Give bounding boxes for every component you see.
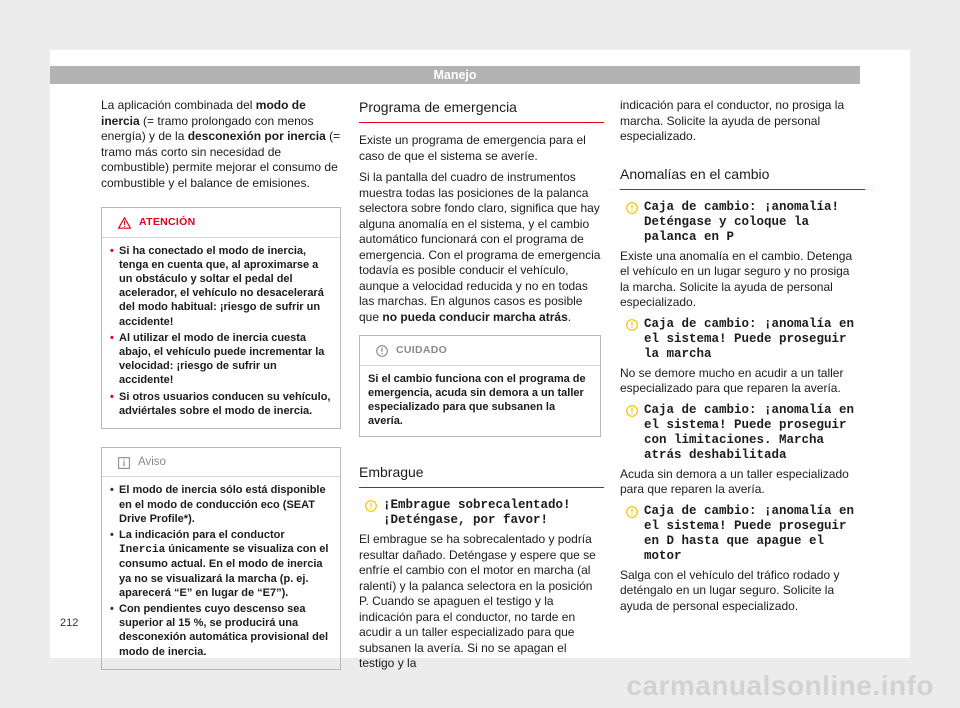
anomaly-warning-text: Caja de cambio: ¡anomalía en el sistema! Puede proseguir la marcha [644,316,855,361]
continued-paragraph: indicación para el conductor, no prosiga la marcha. Solicite la ayuda de personal especializado. [620,98,845,143]
anomaly-paragraph: Acuda sin demora a un taller especializado para que reparen la avería. [620,466,849,496]
attention-body [102,238,340,428]
intro-term-cutoff: desconexión por inercia [187,129,326,143]
aviso-box [101,447,341,670]
anomaly-warning-1 [620,200,860,245]
aviso-item: • El modo de inercia sólo está disponible en el modo de conducción eco (SEAT Drive Profile*). [110,483,332,526]
emergency-paragraph-2 [359,170,601,325]
aviso-item2-text-cont: únicamente se visualiza con el consumo actual. En el modo de inercia ya no se visualizará la marcha (p. ej. aparecerá “E” en lugar de “E7”). [119,543,329,599]
page-header: Manejo [50,66,860,84]
caution-circle-icon [376,345,388,357]
section-title-anomalies: Anomalías en el cambio [620,165,865,190]
column-middle [359,98,601,678]
cuidado-title: CUIDADO [396,344,448,356]
attention-box [101,207,341,429]
cuidado-body: Si el cambio funciona con el programa de emergencia, acuda sin demora a un taller especializado para que subsanen la avería. [368,372,586,428]
clutch-paragraph: El embrague se ha sobrecalentado y podría resultar dañado. Deténgase y espere que se enfríe el cambio con el motor en marcha (al ralentí) y la palanca selectora en la posición P. Cuando se apaguen el testigo y la indicación para el conductor, no tarde en acudir a un taller especializado para que subsanen la avería. Si no se apagan el testigo y la [359,532,596,671]
cuidado-header [360,336,600,366]
warning-triangle-icon [118,217,131,229]
cuidado-box [359,335,601,437]
aviso-item2-text: La indicación para el conductor [119,529,285,542]
anomaly-warning-2 [620,317,860,362]
info-icon [118,457,130,469]
anomaly-warning-text: Caja de cambio: ¡anomalía en el sistema! Puede proseguir con limitaciones. Marcha atrás deshabilitada [644,402,855,462]
attention-header [102,208,340,238]
anomaly-warning-text: Caja de cambio: ¡anomalía! Deténgase y coloque la palanca en P [644,199,840,244]
intro-term-coasting: modo de inercia [101,98,306,128]
intro-text-2: (= tramo prolongado con menos energía) y de la [101,113,314,143]
anomaly-warning-3 [620,403,860,463]
aviso-body [102,477,340,668]
warning-circle-icon [626,202,638,214]
anomaly-warning-text: Caja de cambio: ¡anomalía en el sistema! Puede proseguir en D hasta que apague el motor [644,503,855,563]
intro-text-1: La aplicación combinada del [101,98,256,112]
attention-item: • Si ha conectado el modo de inercia, tenga en cuenta que, al aproximarse a un obstáculo y soltar el pedal del acelerador, el vehículo no desacelerará del modo habitual: ¡riesgo de sufrir un accidente! [110,244,332,329]
emergency-period: . [567,309,572,324]
section-title-clutch: Embrague [359,463,604,488]
section-title-emergency: Programa de emergencia [359,98,604,123]
aviso-header [102,448,340,478]
aviso-item: • Con pendientes cuyo descenso sea superior al 15 %, se producirá una desconexión automática provisional del modo de inercia. [110,602,332,659]
attention-item: • Al utilizar el modo de inercia cuesta abajo, el vehículo puede incrementar la velocidad: ¡riesgo de sufrir un accidente! [110,331,332,388]
anomaly-paragraph: Salga con el vehículo del tráfico rodado y deténgalo en un lugar seguro. Solicite la ayuda de personal especializado. [620,567,840,613]
anomaly-paragraph: No se demore mucho en acudir a un taller especializado para que reparen la avería. [620,365,844,395]
emergency-text: Si la pantalla del cuadro de instrumentos muestra todas las posiciones de la palanca selectora sobre fondo claro, significa que hay alguna anomalía en el sistema, y el cambio automático funcionará con el programa de emergencia. Con el programa de emergencia todavía es posible conducir el vehículo, aunque a velocidad reducida y no en todas las marchas. En algunos casos es posible que [359,170,601,324]
warning-circle-icon [365,500,377,512]
page-number: 212 [60,617,79,629]
aviso-item [110,528,332,600]
attention-title: ATENCIÓN [139,216,196,228]
column-right [620,98,860,620]
warning-circle-icon [626,319,638,331]
column-left [101,98,341,670]
watermark: carmanualsonline.info [626,670,934,701]
intro-paragraph [101,98,341,191]
warning-circle-icon [626,405,638,417]
clutch-warning-text: ¡Embrague sobrecalentado! ¡Deténgase, por favor! [383,498,571,528]
emergency-no-reverse: no pueda conducir marcha atrás [382,309,568,324]
emergency-paragraph-1: Existe un programa de emergencia para el caso de que el sistema se averíe. [359,133,586,163]
anomaly-warning-4 [620,504,860,564]
warning-circle-icon [626,506,638,518]
attention-item: • Si otros usuarios conducen su vehículo, adviértales sobre el modo de inercia. [110,390,332,418]
driver-indicator-term: Inercia [119,544,166,557]
intro-text-3: (= tramo más corto sin necesidad de combustible) permite mejorar el consumo de combustible y el balance de emisiones. [101,129,341,190]
anomaly-paragraph: Existe una anomalía en el cambio. Detenga el vehículo en un lugar seguro y no prosiga la marcha. Solicite la ayuda de personal especializado. [620,248,853,309]
clutch-warning [359,498,601,528]
aviso-title: Aviso [138,455,166,468]
